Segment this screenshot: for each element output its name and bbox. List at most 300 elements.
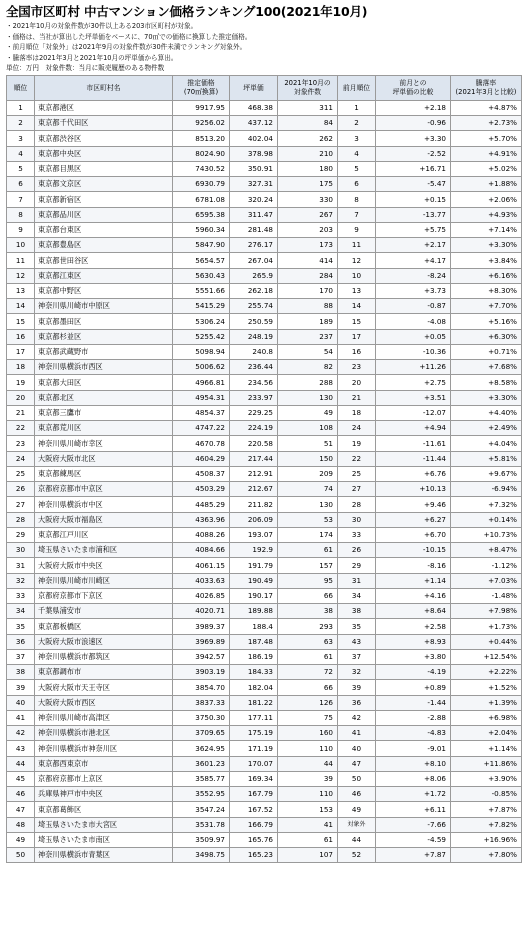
cell-price: 4954.31 [173, 390, 230, 405]
cell-city: 東京都品川区 [35, 207, 173, 222]
cell-tsubo: 182.04 [230, 680, 278, 695]
cell-prev-rank: 25 [338, 466, 376, 481]
cell-tsubo: 350.91 [230, 161, 278, 176]
cell-mom: +7.87 [376, 848, 451, 863]
cell-mom: -11.44 [376, 451, 451, 466]
cell-prev-rank: 40 [338, 741, 376, 756]
cell-tsubo: 170.07 [230, 756, 278, 771]
cell-mom: -8.24 [376, 268, 451, 283]
cell-rank: 8 [7, 207, 35, 222]
cell-count: 170 [278, 283, 338, 298]
cell-tsubo: 437.12 [230, 116, 278, 131]
cell-rank: 34 [7, 604, 35, 619]
cell-rank: 6 [7, 177, 35, 192]
cell-price: 6930.79 [173, 177, 230, 192]
cell-city: 大阪府大阪市福島区 [35, 512, 173, 527]
cell-count: 53 [278, 512, 338, 527]
cell-mom: +4.94 [376, 421, 451, 436]
cell-mom: -0.96 [376, 116, 451, 131]
cell-tsubo: 175.19 [230, 726, 278, 741]
cell-mom: +1.72 [376, 787, 451, 802]
cell-rank: 41 [7, 710, 35, 725]
table-row [7, 832, 522, 847]
cell-tsubo: 255.74 [230, 299, 278, 314]
cell-rank: 15 [7, 314, 35, 329]
cell-mom: +2.18 [376, 100, 451, 115]
cell-change: +7.32% [451, 497, 522, 512]
cell-city: 大阪府大阪市中央区 [35, 558, 173, 573]
cell-price: 8024.90 [173, 146, 230, 161]
cell-city: 大阪府大阪市浪速区 [35, 634, 173, 649]
cell-prev-rank: 50 [338, 771, 376, 786]
cell-price: 4604.29 [173, 451, 230, 466]
cell-city: 神奈川県横浜市神奈川区 [35, 741, 173, 756]
table-row [7, 558, 522, 573]
cell-prev-rank: 28 [338, 497, 376, 512]
cell-price: 4033.63 [173, 573, 230, 588]
cell-count: 49 [278, 405, 338, 420]
cell-price: 3969.89 [173, 634, 230, 649]
cell-change: +2.04% [451, 726, 522, 741]
cell-tsubo: 192.9 [230, 543, 278, 558]
table-row [7, 116, 522, 131]
cell-change: +7.82% [451, 817, 522, 832]
cell-change: +8.58% [451, 375, 522, 390]
cell-change: -0.85% [451, 787, 522, 802]
cell-change: +7.68% [451, 360, 522, 375]
table-row [7, 634, 522, 649]
cell-count: 88 [278, 299, 338, 314]
cell-rank: 37 [7, 649, 35, 664]
cell-rank: 28 [7, 512, 35, 527]
cell-rank: 50 [7, 848, 35, 863]
table-row [7, 207, 522, 222]
cell-city: 東京都港区 [35, 100, 173, 115]
cell-change: +8.47% [451, 543, 522, 558]
cell-city: 東京都三鷹市 [35, 405, 173, 420]
cell-tsubo: 233.97 [230, 390, 278, 405]
cell-count: 288 [278, 375, 338, 390]
cell-tsubo: 184.33 [230, 665, 278, 680]
cell-rank: 31 [7, 558, 35, 573]
cell-count: 130 [278, 390, 338, 405]
cell-count: 74 [278, 482, 338, 497]
cell-mom: -2.88 [376, 710, 451, 725]
cell-change: -1.48% [451, 588, 522, 603]
cell-rank: 14 [7, 299, 35, 314]
cell-rank: 5 [7, 161, 35, 176]
cell-tsubo: 250.59 [230, 314, 278, 329]
cell-tsubo: 229.25 [230, 405, 278, 420]
header-price [173, 75, 230, 100]
table-row [7, 665, 522, 680]
cell-rank: 40 [7, 695, 35, 710]
table-row [7, 482, 522, 497]
cell-price: 3709.65 [173, 726, 230, 741]
cell-prev-rank: 49 [338, 802, 376, 817]
cell-price: 4020.71 [173, 604, 230, 619]
cell-city: 神奈川県横浜市青葉区 [35, 848, 173, 863]
ranking-table [6, 75, 522, 864]
cell-mom: +0.15 [376, 192, 451, 207]
cell-tsubo: 240.8 [230, 344, 278, 359]
cell-price: 4088.26 [173, 527, 230, 542]
cell-count: 95 [278, 573, 338, 588]
cell-prev-rank: 24 [338, 421, 376, 436]
cell-rank: 7 [7, 192, 35, 207]
cell-city: 神奈川県川崎市中原区 [35, 299, 173, 314]
cell-mom: -1.44 [376, 695, 451, 710]
cell-city: 東京都台東区 [35, 222, 173, 237]
cell-rank: 25 [7, 466, 35, 481]
cell-mom: +6.76 [376, 466, 451, 481]
cell-rank: 26 [7, 482, 35, 497]
cell-mom: +5.75 [376, 222, 451, 237]
table-row [7, 283, 522, 298]
cell-count: 157 [278, 558, 338, 573]
cell-prev-rank: 37 [338, 649, 376, 664]
cell-rank: 38 [7, 665, 35, 680]
cell-price: 3585.77 [173, 771, 230, 786]
cell-rank: 48 [7, 817, 35, 832]
cell-change: -6.94% [451, 482, 522, 497]
cell-prev-rank: 18 [338, 405, 376, 420]
header-mom-line1: 前月との [399, 79, 427, 88]
cell-tsubo: 166.79 [230, 817, 278, 832]
table-row [7, 527, 522, 542]
header-price-line1: 推定価格 [187, 79, 215, 88]
header-city: 市区町村名 [35, 75, 173, 100]
cell-count: 237 [278, 329, 338, 344]
cell-change: +10.73% [451, 527, 522, 542]
cell-tsubo: 171.19 [230, 741, 278, 756]
table-row [7, 619, 522, 634]
cell-tsubo: 190.17 [230, 588, 278, 603]
cell-prev-rank: 38 [338, 604, 376, 619]
cell-mom: +8.93 [376, 634, 451, 649]
cell-change: +0.71% [451, 344, 522, 359]
cell-price: 3531.78 [173, 817, 230, 832]
cell-price: 4854.37 [173, 405, 230, 420]
cell-price: 4485.29 [173, 497, 230, 512]
table-row [7, 710, 522, 725]
cell-city: 大阪府大阪市北区 [35, 451, 173, 466]
cell-city: 東京都中野区 [35, 283, 173, 298]
cell-prev-rank: 4 [338, 146, 376, 161]
cell-city: 東京都江戸川区 [35, 527, 173, 542]
table-row [7, 802, 522, 817]
cell-price: 6781.08 [173, 192, 230, 207]
note-line: ・前月順位「対象外」は2021年9月の対象件数が30件未満でランキング対象外。 [6, 43, 247, 52]
cell-prev-rank: 対象外 [338, 817, 376, 832]
note-line: ・騰落率は2021年3月と2021年10月の坪単価から算出。 [6, 53, 178, 62]
cell-mom: -9.01 [376, 741, 451, 756]
cell-prev-rank: 20 [338, 375, 376, 390]
cell-count: 311 [278, 100, 338, 115]
cell-prev-rank: 42 [338, 710, 376, 725]
cell-tsubo: 234.56 [230, 375, 278, 390]
cell-rank: 11 [7, 253, 35, 268]
table-row [7, 100, 522, 115]
cell-change: +2.06% [451, 192, 522, 207]
cell-mom: +8.64 [376, 604, 451, 619]
cell-mom: -5.47 [376, 177, 451, 192]
cell-price: 3509.97 [173, 832, 230, 847]
cell-rank: 19 [7, 375, 35, 390]
cell-tsubo: 281.48 [230, 222, 278, 237]
cell-prev-rank: 26 [338, 543, 376, 558]
cell-tsubo: 188.4 [230, 619, 278, 634]
cell-rank: 22 [7, 421, 35, 436]
cell-rank: 16 [7, 329, 35, 344]
cell-tsubo: 189.88 [230, 604, 278, 619]
cell-mom: +4.17 [376, 253, 451, 268]
table-row [7, 177, 522, 192]
cell-count: 107 [278, 848, 338, 863]
cell-mom: -8.16 [376, 558, 451, 573]
cell-city: 東京都江東区 [35, 268, 173, 283]
table-row [7, 741, 522, 756]
cell-tsubo: 191.79 [230, 558, 278, 573]
cell-price: 9256.02 [173, 116, 230, 131]
cell-prev-rank: 23 [338, 360, 376, 375]
table-row [7, 344, 522, 359]
cell-count: 173 [278, 238, 338, 253]
cell-change: +9.67% [451, 466, 522, 481]
table-row [7, 604, 522, 619]
table-row [7, 543, 522, 558]
cell-change: +2.22% [451, 665, 522, 680]
cell-prev-rank: 13 [338, 283, 376, 298]
cell-mom: -4.59 [376, 832, 451, 847]
cell-tsubo: 217.44 [230, 451, 278, 466]
cell-city: 神奈川県川崎市高津区 [35, 710, 173, 725]
cell-prev-rank: 35 [338, 619, 376, 634]
table-row [7, 405, 522, 420]
cell-change: +3.90% [451, 771, 522, 786]
cell-prev-rank: 22 [338, 451, 376, 466]
cell-mom: +2.17 [376, 238, 451, 253]
cell-tsubo: 327.31 [230, 177, 278, 192]
cell-rank: 21 [7, 405, 35, 420]
header-price-line2: (70㎡換算) [183, 87, 219, 96]
cell-city: 東京都豊島区 [35, 238, 173, 253]
cell-tsubo: 378.98 [230, 146, 278, 161]
cell-tsubo: 186.19 [230, 649, 278, 664]
cell-mom: -12.07 [376, 405, 451, 420]
cell-count: 414 [278, 253, 338, 268]
cell-change: +5.02% [451, 161, 522, 176]
cell-price: 5630.43 [173, 268, 230, 283]
cell-change: +12.54% [451, 649, 522, 664]
cell-count: 61 [278, 832, 338, 847]
cell-change: +3.30% [451, 238, 522, 253]
cell-city: 東京都板橋区 [35, 619, 173, 634]
cell-city: 神奈川県横浜市西区 [35, 360, 173, 375]
cell-city: 京都府京都市下京区 [35, 588, 173, 603]
table-row [7, 314, 522, 329]
cell-price: 4084.66 [173, 543, 230, 558]
cell-rank: 43 [7, 741, 35, 756]
header-mom-line2: 坪単価の比較 [392, 87, 434, 96]
header-row [7, 75, 522, 100]
cell-change: +6.98% [451, 710, 522, 725]
cell-count: 66 [278, 680, 338, 695]
cell-city: 京都府京都市中京区 [35, 482, 173, 497]
cell-price: 8513.20 [173, 131, 230, 146]
table-row [7, 146, 522, 161]
cell-rank: 23 [7, 436, 35, 451]
cell-price: 5654.57 [173, 253, 230, 268]
table-row [7, 299, 522, 314]
cell-tsubo: 177.11 [230, 710, 278, 725]
header-count-line1: 2021年10月の [284, 79, 331, 88]
cell-mom: +1.14 [376, 573, 451, 588]
cell-change: +4.87% [451, 100, 522, 115]
cell-change: +7.80% [451, 848, 522, 863]
cell-change: +1.14% [451, 741, 522, 756]
cell-rank: 13 [7, 283, 35, 298]
table-row [7, 787, 522, 802]
cell-prev-rank: 1 [338, 100, 376, 115]
cell-count: 63 [278, 634, 338, 649]
cell-change: +7.70% [451, 299, 522, 314]
cell-change: +11.86% [451, 756, 522, 771]
cell-price: 5551.66 [173, 283, 230, 298]
cell-count: 284 [278, 268, 338, 283]
cell-count: 72 [278, 665, 338, 680]
cell-tsubo: 212.67 [230, 482, 278, 497]
cell-city: 東京都西東京市 [35, 756, 173, 771]
cell-prev-rank: 33 [338, 527, 376, 542]
cell-change: +16.96% [451, 832, 522, 847]
cell-city: 神奈川県川崎市幸区 [35, 436, 173, 451]
table-row [7, 253, 522, 268]
table-body [7, 100, 522, 863]
table-row [7, 512, 522, 527]
cell-prev-rank: 39 [338, 680, 376, 695]
table-row [7, 421, 522, 436]
cell-price: 4670.78 [173, 436, 230, 451]
table-row [7, 848, 522, 863]
cell-count: 262 [278, 131, 338, 146]
table-row [7, 451, 522, 466]
cell-prev-rank: 27 [338, 482, 376, 497]
cell-city: 東京都文京区 [35, 177, 173, 192]
cell-price: 5960.34 [173, 222, 230, 237]
cell-prev-rank: 52 [338, 848, 376, 863]
cell-price: 4363.96 [173, 512, 230, 527]
cell-count: 180 [278, 161, 338, 176]
cell-change: +1.52% [451, 680, 522, 695]
cell-city: 東京都世田谷区 [35, 253, 173, 268]
cell-rank: 18 [7, 360, 35, 375]
cell-city: 神奈川県横浜市中区 [35, 497, 173, 512]
cell-price: 3942.57 [173, 649, 230, 664]
cell-rank: 42 [7, 726, 35, 741]
cell-count: 41 [278, 817, 338, 832]
cell-tsubo: 220.58 [230, 436, 278, 451]
cell-prev-rank: 17 [338, 329, 376, 344]
cell-prev-rank: 8 [338, 192, 376, 207]
cell-change: +5.81% [451, 451, 522, 466]
cell-city: 東京都千代田区 [35, 116, 173, 131]
cell-prev-rank: 16 [338, 344, 376, 359]
cell-price: 4747.22 [173, 421, 230, 436]
cell-change: +1.88% [451, 177, 522, 192]
table-row [7, 436, 522, 451]
cell-count: 267 [278, 207, 338, 222]
cell-mom: -10.15 [376, 543, 451, 558]
cell-city: 東京都武蔵野市 [35, 344, 173, 359]
table-row [7, 329, 522, 344]
cell-rank: 3 [7, 131, 35, 146]
cell-prev-rank: 5 [338, 161, 376, 176]
cell-rank: 20 [7, 390, 35, 405]
table-row [7, 726, 522, 741]
cell-prev-rank: 3 [338, 131, 376, 146]
table-row [7, 771, 522, 786]
cell-change: +5.70% [451, 131, 522, 146]
cell-rank: 29 [7, 527, 35, 542]
cell-count: 75 [278, 710, 338, 725]
cell-tsubo: 206.09 [230, 512, 278, 527]
table-row [7, 192, 522, 207]
cell-prev-rank: 34 [338, 588, 376, 603]
cell-prev-rank: 32 [338, 665, 376, 680]
cell-rank: 47 [7, 802, 35, 817]
table-row [7, 268, 522, 283]
cell-mom: +8.06 [376, 771, 451, 786]
cell-price: 7430.52 [173, 161, 230, 176]
cell-mom: +3.73 [376, 283, 451, 298]
table-row [7, 573, 522, 588]
table-row [7, 649, 522, 664]
cell-rank: 32 [7, 573, 35, 588]
cell-price: 5415.29 [173, 299, 230, 314]
cell-change: -1.12% [451, 558, 522, 573]
cell-prev-rank: 12 [338, 253, 376, 268]
cell-city: 神奈川県横浜市港北区 [35, 726, 173, 741]
cell-prev-rank: 44 [338, 832, 376, 847]
cell-prev-rank: 29 [338, 558, 376, 573]
cell-price: 6595.38 [173, 207, 230, 222]
cell-tsubo: 265.9 [230, 268, 278, 283]
cell-tsubo: 181.22 [230, 695, 278, 710]
cell-prev-rank: 31 [338, 573, 376, 588]
cell-tsubo: 167.52 [230, 802, 278, 817]
table-row [7, 588, 522, 603]
cell-rank: 12 [7, 268, 35, 283]
cell-count: 110 [278, 741, 338, 756]
cell-count: 61 [278, 543, 338, 558]
cell-rank: 46 [7, 787, 35, 802]
cell-city: 兵庫県神戸市中央区 [35, 787, 173, 802]
cell-count: 293 [278, 619, 338, 634]
cell-rank: 30 [7, 543, 35, 558]
cell-city: 京都府京都市上京区 [35, 771, 173, 786]
cell-tsubo: 187.48 [230, 634, 278, 649]
table-row [7, 756, 522, 771]
cell-rank: 36 [7, 634, 35, 649]
cell-tsubo: 262.18 [230, 283, 278, 298]
cell-price: 3903.19 [173, 665, 230, 680]
cell-tsubo: 468.38 [230, 100, 278, 115]
cell-change: +3.30% [451, 390, 522, 405]
cell-price: 3498.75 [173, 848, 230, 863]
table-row [7, 161, 522, 176]
cell-mom: +6.27 [376, 512, 451, 527]
